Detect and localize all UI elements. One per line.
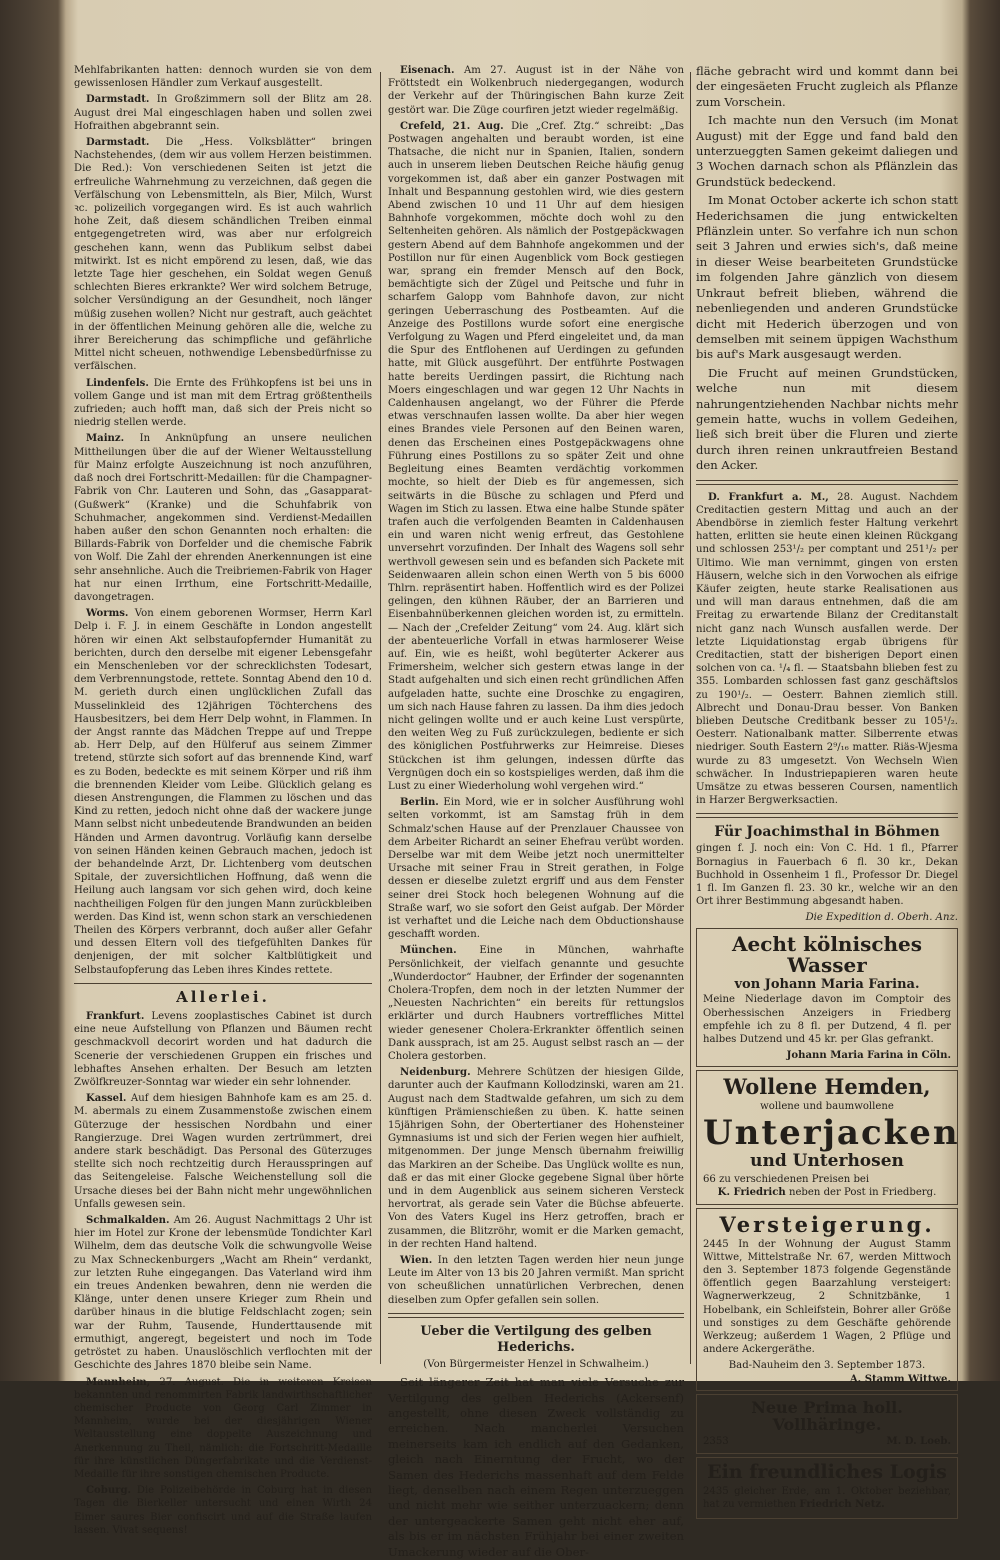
news-item: Frankfurt. Levens zooplastisches Cabinet ist durch eine neue Aufstellung von Pflanzen und Bäumen recht geschmackvoll decorirt worden und hat dadurch die Scenerie der verschiedenen Gruppen ein frisches und lebhaftes Ansehen erhalten. Der Besuch am letzten Zwölfkreuzer-Sonntag war wieder ein sehr lohnender. (74, 1011, 372, 1089)
divider (696, 813, 958, 818)
advert-headline: Versteigerung. (719, 1211, 935, 1237)
column-left (74, 64, 373, 1536)
divider (74, 983, 372, 984)
column-right (696, 64, 960, 1510)
column-rule (380, 72, 381, 1364)
advert-cologne-water (696, 928, 958, 1068)
news-item: Eisenach. Am 27. August ist in der Nähe von Fröttstedt ein Wolkenbruch niedergegangen, wodurch der Verkehr auf der Thüringischen Bahn kurze Zeit gestört war. Die Züge courfiren jetzt wieder regelmäßig. (388, 65, 685, 116)
advert-headline: Aecht kölnisches Wasser (731, 931, 923, 977)
advert-signature: A. Stamm Wittwe. (849, 1373, 951, 1385)
advert-subheadline: von Johann Maria Farina. (734, 976, 920, 992)
news-paragraph: Mehlfabrikanten hatten: dennoch wurden sie von dem gewissenlosen Händler zum Verkauf ausgestellt. (74, 65, 372, 90)
article-byline: (Von Bürgermeister Henzel in Schwalheim.) (423, 1358, 649, 1370)
dateline: München. (400, 945, 457, 957)
donation-heading: Für Joachimsthal in Böhmen (714, 824, 940, 841)
dateline: Schmalkalden. (86, 1215, 170, 1227)
dateline: Darmstadt. (86, 94, 150, 106)
news-item: Worms. Von einem geborenen Wormser, Herrn Karl Delp i. F. J. in einem Geschäfte in London angestellt hören wir einen Akt selbstaufopfernder Humanität zu berichten, durch den derselbe mit eigener Lebensgefahr ein Menschenleben vor der schrecklichsten Todesart, dem Verbrennungstode, rettete. Sonntag Abend den 10 d. M. gerieth durch einen unglücklichen Zufall das Musselinkleid des 12jährigen Töchterchens des Hausbesitzers, bei dem Herr Delp wohnt, in Flammen. In der Angst rannte das Mädchen Treppe auf und Treppe ab. Herr Delp, auf den Hülferuf aus seinem Zimmer tretend, stürzte sich sofort auf das brennende Kind, warf es zu Boden, bedeckte es mit seinem Körper und riß ihm die brennenden Kleider vom Leibe. Glücklich gelang es diesen Anstrengungen, die Flammen zu löschen und das Kind zu retten, jedoch nicht ohne daß der wackere junge Mann selbst nicht unbedeutende Brandwunden an beiden Händen und Armen davontrug. Vorläufig kann derselbe von seinen Händen keinen Gebrauch machen, jedoch ist der behandelnde Arzt, Dr. Lichtenberg vom deutschen Spitale, der zuversichtlichen Hoffnung, daß wenn die Heilung auch langsam vor sich gehen wird, doch keine nachtheiligen Folgen für den jungen Mann zurückbleiben werden. Das Kind ist, wenn schon stark an verschiedenen Theilen des Körpers verbrannt, doch außer aller Gefahr und dessen Eltern voll des tiefgefühlten Dankes für denjenigen, der mit solcher Kaltblütigkeit und Selbstaufopferung das Leben ihres Kindes rettete. (74, 608, 372, 976)
advert-signature: K. Friedrich neben der Post in Friedberg. (717, 1187, 937, 1199)
advert-text: 2435 gleicher Erde, am 1. Oktober beziehbar, hat zu vermiethen Friedrich Netz. (703, 1485, 951, 1510)
dateline: Worms. (86, 608, 129, 620)
news-item: Schmalkalden. Am 26. August Nachmittags 2 Uhr ist hier im Hotel zur Krone der lebensmüde Tondichter Karl Wilhelm, dem das deutsche Volk die schwungvolle Weise zu Max Schneckenburgers „Wacht am Rhein“ verdankt, zur letzten Ruhe eingegangen. Das Vaterland wird ihm ein treues Andenken bewahren, denn nie werden die Klänge, unter denen unsere Krieger zum Rhein und darüber hinaus in die blutige Feldschlacht zogen; sein war der Ruhm, Tausende, Hunderttausende mit ermuthigt, angeregt, begeistert und noch im Tode getröstet zu haben. Unauslöschlich verflochten mit der Geschichte des Jahres 1870 bleibe sein Name. (74, 1215, 372, 1372)
news-item: Darmstadt. In Großzimmern soll der Blitz am 28. August drei Mal eingeschlagen haben und sollen zwei Hofraithen abgebrannt sein. (74, 94, 372, 132)
column-middle (388, 64, 685, 1559)
advert-undergarments (696, 1070, 958, 1204)
dateline: Coburg. (86, 1485, 132, 1497)
news-item: Wien. In den letzten Tagen werden hier neun junge Leute im Alter von 13 bis 20 Jahren vermißt. Man spricht von scheußlichen unnatürlichen Verbrechen, denen dieselben zum Opfer gefallen sein sollen. (388, 1255, 684, 1306)
dateline: Crefeld, 21. Aug. (400, 120, 504, 132)
advert-lodging (696, 1457, 958, 1519)
dateline: Eisenach. (400, 65, 455, 76)
advert-date: Bad-Nauheim den 3. September 1873. (728, 1360, 926, 1372)
dateline: Lindenfels. (86, 377, 149, 389)
advert-herring (696, 1394, 958, 1454)
news-item: Darmstadt. Die „Hess. Volksblätter“ bringen Nachstehendes, (dem wir aus vollem Herzen beistimmen. Die Red.): Von verschiedenen Seiten ist jetzt die erfreuliche Wahrnehmung zu verzeichnen, daß gegen die Verfälschung von Lebensmitteln, als Bier, Milch, Wurst ꝛc. polizeilich vorgegangen wird. Es ist auch wahrlich hohe Zeit, daß diesem schändlichen Treiben einmal entgegengetreten wird, was aber nur erfolgreich geschehen kann, wenn das Publikum selbst dabei mitwirkt. Ist es nicht empörend zu lesen, daß, wie das letzte Tage hier geschehen, ein Soldat wegen Genuß schlechten Bieres erkrankte? Wer wird solchem Betruge, solcher Versündigung an der Gesundheit, noch länger müßig zusehen wollen? Nicht nur gestraft, auch geächtet in der öffentlichen Meinung gehören alle die, welche zu ihrer Bereicherung das schimpfliche und gefährliche Mittel nicht scheuen, nothwendige Lebensbedürfnisse zu verfälschen. (74, 137, 373, 373)
news-item: München. Eine in München, wahrhafte Persönlichkeit, der vielfach genannte und gesuchte „Wunderdoctor“ Haubner, der Erfinder der sogenannten Cholera-Tropfen, dem noch in der letzten Nummer der „Neuesten Nachrichten“ ein bereits für rettungslos erklärter und durch Haubners vortreffliches Mittel wieder genesener Cholera-Erkrankter öffentlich seinen Dank aussprach, ist am 25. August selbst rasch an — der Cholera gestorben. (388, 945, 684, 1063)
dateline: Neidenburg. (400, 1067, 471, 1079)
advert-text: Meine Niederlage davon im Comptoir des Oberhessischen Anzeigers in Friedberg empfehle ich zu 8 fl. per Dutzend, 4 fl. per halbes Dutzend und 45 kr. per Glas gefrankt. (703, 994, 951, 1045)
advert-headline: Neue Prima holl. Vollhäringe. (751, 1397, 903, 1434)
article-paragraph: Ich machte nun den Versuch (im Monat August) mit der Egge und fand bald den unterzueggten Samen gekeimt daliegen und 3 Wochen darnach schon als Pflänzlein das Grundstück bedeckend. (696, 113, 958, 189)
dateline: Mainz. (86, 433, 125, 445)
advert-text: 66 zu verschiedenen Preisen bei (703, 1174, 870, 1186)
article-paragraph: Im Monat October ackerte ich schon statt Hederichsamen die jung entwickelten Pflänzlein unter. So verfahre ich nun schon seit 3 Jahren und erwies sich's, daß meine in dieser Weise bearbeiteten Grundstücke im folgenden Jahre gänzlich von diesem Unkraut befreit blieben, während die nebenliegenden und anderen Grundstücke dicht mit Hederich überzogen und von demselben mit seinem üppigen Wachsthum bis auf's Mark ausgesaugt werden. (696, 193, 958, 362)
article-paragraph: Die Frucht auf meinen Grundstücken, welche nun mit diesem nahrungentziehenden Nachbar nichts mehr gemein hatte, wuchs in vollem Gedeihen, ließ sich breit über die Fluren und zierte durch ihren reinen unkrautfreien Bestand den Acker. (696, 365, 958, 473)
advert-subheadline: und Unterhosen (750, 1151, 904, 1172)
donation-text: gingen f. J. noch ein: Von C. Hd. 1 fl., Pfarrer Bornagius in Fauerbach 6 fl. 30 kr., Dekan Buchhold in Ossenheim 1 fl., Professor Dr. Diegel 1 fl. Im Ganzen fl. 23. 30 kr., welche wir an den Ort ihrer Bestimmung abgesandt haben. (696, 843, 958, 908)
news-item: Kassel. Auf dem hiesigen Bahnhofe kam es am 25. d. M. abermals zu einem Zusammenstoße zwischen einem Güterzuge der hessischen Nordbahn und einer Rangierzuge. Drei Wagen wurden zertrümmert, drei andere stark beschädigt. Das Personal des Güterzuges stellte sich noch rechtzeitig durch Herausspringen auf das Seitengeleise. Falsche Weichenstellung soll die Ursache dieses bei der Bahn nicht mehr ungewöhnlichen Unfalls gewesen sein. (74, 1093, 372, 1210)
column-rule (690, 72, 691, 1364)
dateline: Berlin. (400, 797, 439, 809)
advert-text: 2445 In der Wohnung der August Stamm Wittwe, Mittelstraße Nr. 67, werden Mittwoch den 3. September 1873 folgende Gegenstände öffentlich gegen Baarzahlung versteigert: Wagnerwerkzeug, 2 Schnitzbänke, 1 Hobelbank, ein Schleifstein, Bohrer aller Größe und sonstiges zu dem Geschäfte gehörende Werkzeug; außerdem 1 Wagen, 2 Pflüge und andere Ackergeräthe. (703, 1238, 951, 1356)
advert-headline: Ein freundliches Logis (707, 1460, 947, 1483)
divider (388, 1313, 684, 1318)
advert-auction (696, 1208, 958, 1391)
advert-headline: Wollene Hemden, (723, 1074, 931, 1100)
article-heading: Ueber die Vertilgung des gelben Hederichs. (420, 1323, 652, 1355)
market-report: D. Frankfurt a. M., 28. August. Nachdem Creditactien gestern Mittag und auch an der Abendbörse in ziemlich fester Haltung verkehrt hatten, erlitten sie heute einen kleinen Rückgang und schlossen 253¹/₂ per comptant und 251¹/₂ per Ultimo. Wie man vernimmt, gingen von ersten Häusern, welche sich in den Vorwochen als eifrige Käufer zeigten, heute starke Realisationen aus und will man daraus entnehmen, daß die am Freitag zu erwartende Bilanz der Creditanstalt nicht ganz nach Wunsch ausfallen werde. Der letzte Liquidationstag ergab übrigens für Creditactien, statt der bisherigen Deport einen solchen von ca. ¹/₄ fl. — Staatsbahn blieben fest zu 355. Lombarden schlossen fast ganz geschäftslos zu 190¹/₂. — Oesterr. Bahnen ziemlich still. Albrecht und Donau-Drau besser. Von Banken blieben Deutsche Creditbank besser zu 105¹/₂. Oesterr. Nationalbank matter. Silberrente etwas niedriger. South Eastern 2⁹/₁₆ matter. Riäs-Wjesma wurde zu 83 umgesetzt. Von Wechseln Wien schwächer. In Industriepapieren waren heute Umsätze zu etwas besseren Coursen, namentlich in Harzer Bergwerksactien. (696, 491, 958, 807)
advert-headline-large: Unterjacken (703, 1112, 960, 1153)
article-paragraph: fläche gebracht wird und kommt dann bei der eingesäeten Frucht zugleich als Pflanze zum Vorschein. (696, 64, 958, 109)
dateline: Wien. (400, 1255, 433, 1267)
news-item: Lindenfels. Die Ernte des Frühkopfens ist bei uns in vollem Gange und ist man mit dem Ertrag größtentheils zufrieden; auch hofft man, daß sich der Preis nicht so niedrig stellen werde. (74, 377, 372, 429)
advert-signature: 2353 M. D. Loeb. (703, 1436, 951, 1448)
news-item: Mainz. In Anknüpfung an unsere neulichen Mittheilungen über die auf der Wiener Weltausstellung für Mainz erfolgte Auszeichnung ist noch anzuführen, daß noch drei Fortschritt-Medaillen: für die Champagner-Fabrik von Chr. Lauteren und Sohn, das „Gasapparat- (Gußwerk“ (Kranke) und die Schuhfabrik von Schuhmacher, angekommen sind. Verdienst-Medaillen haben außer den schon Genannten noch erhalten: die Billards-Fabrik von Dorfelder und die chemische Fabrik von Wolf. Die Zahl der ehrenden Anerkennungen ist eine sehr ansehnliche. Auch die Treibriemen-Fabrik von Hager hat nur einen Irrthum, eine Fortschritt-Medaille, davongetragen. (74, 433, 372, 603)
advert-signature: Johann Maria Farina in Cöln. (786, 1050, 951, 1062)
news-item: Crefeld, 21. Aug. Die „Cref. Ztg.“ schreibt: „Das Postwagen angehalten und beraubt worden, ist eine Thatsache, die nicht nur in Spanien, Italien, sondern auch in unserem lieben Deutschen Reiche häufig genug vorgekommen ist, daß aber ein ganzer Postwagen mit Inhalt und Bespannung gestohlen wird, wie dies gestern Abend zwischen 10 und 11 Uhr auf dem hiesigen Bahnhofe vorgekommen, möchte doch wohl zu den Seltenheiten gehören. Als nämlich der Postgepäckwagen gestern Abend auf dem Bahnhofe angekommen und der Postillon nur für einen Augenblick vom Bock gestiegen war, sprang ein fremder Mensch auf den Bock, bemächtigte sich der Zügel und Peitsche und fuhr in scharfem Galopp vom Bahnhofe davon, zur nicht geringen Ueberraschung des Postbeamten. Auf die Anzeige des Postillons wurde sofort eine energische Verfolgung zu Wagen und Pferd eingeleitet und, da man die Spur des Entflohenen auf Uerdingen zu gefunden hatte, mit Glück ausgeführt. Der entführte Postwagen hatte bereits Uerdingen passirt, die Richtung nach Moers eingeschlagen und war gegen 12 Uhr Nachts in Caldenhausen angelangt, wo der Führer die Pferde etwas verschnaufen lassen wollte. Da aber hier wegen eines Brandes viele Personen auf den Beinen waren, denen das Erscheinen eines Postgepäckwagens ohne Führung eines Postillons zu so später Zeit und ohne Begleitung eines Beamten verdächtig vorkommen mochte, so hielt der Dieb es für angemessen, sich seitwärts in die Büsche zu schlagen und Pferd und Wagen im Stich zu lassen. Etwa eine halbe Stunde später trafen auch die verfolgenden Beamten in Caldenhausen ein und waren nicht wenig erfreut, das Gestohlene unversehrt vorzufinden. Der Inhalt des Wagens soll sehr werthvoll gewesen sein und es befanden sich Packete mit Seidenwaaren allein schon einen Werth von 5 bis 6000 Thlrn. repräsentirt haben. Hoffentlich wird es der Polizei gelingen, den kühnen Räuber, der an Barrieren und Eisenbahnüberkennen gleichen worden ist, zu ermitteln. — Nach der „Crefelder Zeitung“ vom 24. Aug. klärt sich der abenteuerliche Vorfall in etwas harmloserer Weise auf. Ein, wie es heißt, wohl begüterter Ackerer aus Frimersheim, welcher sich gestern etwas lange in der Stadt aufgehalten und sich einen recht gründlichen Affen aufgeladen hatte, suchte eine Droschke zu engagiren, um sich nach Hause fahren zu lassen. Da ihm dies jedoch nicht gelingen wollte und er auch keine Lust verspürte, den weiten Weg zu Fuß zurückzulegen, bediente er sich des königlichen Postfuhrwerks zur Heimreise. Dieses Stückchen ist ihm gelungen, indessen dürfte das Vergnügen doch ein so kostspieliges werden, daß ihm die Lust zu einer Wiederholung wohl vergehen wird.“ (388, 120, 684, 792)
news-item: Mannheim, 27. August. Die in weiteren Kreisen bekannten und renommirten Fabrik landwirthschaftlicher chemischer Producte von Georg Carl Zimmer in Mannheim, wurde bei der diesjährigen Wiener Weltausstellung eine doppelte Auszeichnung und Anerkennung zu Theil, nämlich: die Fortschritt-Medaille für ihre künstlichen Düngerfabrikate und die Verdienst-Medaille für ihre sonstigen chemischen Producte. (74, 1376, 372, 1480)
news-item: Neidenburg. Mehrere Schützen der hiesigen Gilde, darunter auch der Kaufmann Kollodzinski, waren am 21. August nach dem Stadtwalde gefahren, um sich zu dem künftigen Prämienschießen zu üben. K. hatte seinen 15jährigen Sohn, der Obertertianer des Hohensteiner Gymnasiums ist und sich der Ferien wegen hier aufhielt, mitgenommen. Der junge Mensch übernahm freiwillig das Markiren an der Scheibe. Das Unglück wollte es nun, daß er das mit einer Glocke gegebene Signal über hörte und in dem Augenblick aus seinem sicheren Versteck hervortrat, als gerade sein Vater die Büchse abfeuerte. Von des Vaters Kugel ins Herz getroffen, brach er zusammen, die Blitzröhr, womit er die Marken gemacht, in der rechten Hand haltend. (388, 1067, 684, 1250)
news-item: Coburg. Die Polizeibehörde in Coburg hat in diesen Tagen die Bierkeller untersucht und einen Wirth 24 Eimer saures Bier confiscirt und auf die Straße laufen lassen. Vivat sequens! (74, 1485, 372, 1536)
article-paragraph: Seit längerer Zeit hat man viele Versuche zur Vertilgung des gelben Hederichs (Ackersenf) angestellt, ohne diesen Zweck vollständig zu erreichen. Nach mancherlei Versuchen meinerseits kam ich endlich auf den Gedanken, gleich nach Einerntung der Frucht, wo der Samen des Hederichs massenhaft auf dem Felde liegt, denselben nach einem Regen unterzueggen und nicht mehr wie seither unterzuackern; denn der untergeackerte Samen geht nicht eher auf, als bis er im nächsten Frühjahr bei einer zweiten Umackerung wieder auf die Ober- (388, 1375, 684, 1559)
donation-signature: Die Expedition d. Oberh. Anz. (805, 912, 958, 924)
dateline: Frankfurt. (86, 1011, 145, 1023)
section-heading: Allerlei. (176, 987, 270, 1006)
news-item: Berlin. Ein Mord, wie er in solcher Ausführung wohl selten vorkommt, ist am Samstag früh in dem Schmalz'schen Hause auf der Prenzlauer Chaussee von dem Arbeiter Richardt an seiner Ehefrau verübt worden. Derselbe war mit dem Weibe jetzt noch unermittelter Ursache mit seiner Frau in Streit gerathen, in Folge dessen er dieselbe zuletzt ergriff und aus dem Fenster seiner drei Stock hoch belegenen Wohnung auf die Straße warf, wo sie sofort den Geist aufgab. Der Mörder ist verhaftet und die Leiche nach dem Obductionshause geschafft worden. (388, 797, 684, 941)
dateline: Kassel. (86, 1093, 127, 1105)
advert-subheadline: wollene und baumwollene (760, 1101, 894, 1113)
dateline: Darmstadt. (86, 137, 150, 149)
divider (696, 480, 958, 485)
dateline: D. Frankfurt a. M., (708, 491, 829, 503)
dateline: Mannheim, (86, 1376, 151, 1388)
newspaper-page (70, 64, 960, 1559)
